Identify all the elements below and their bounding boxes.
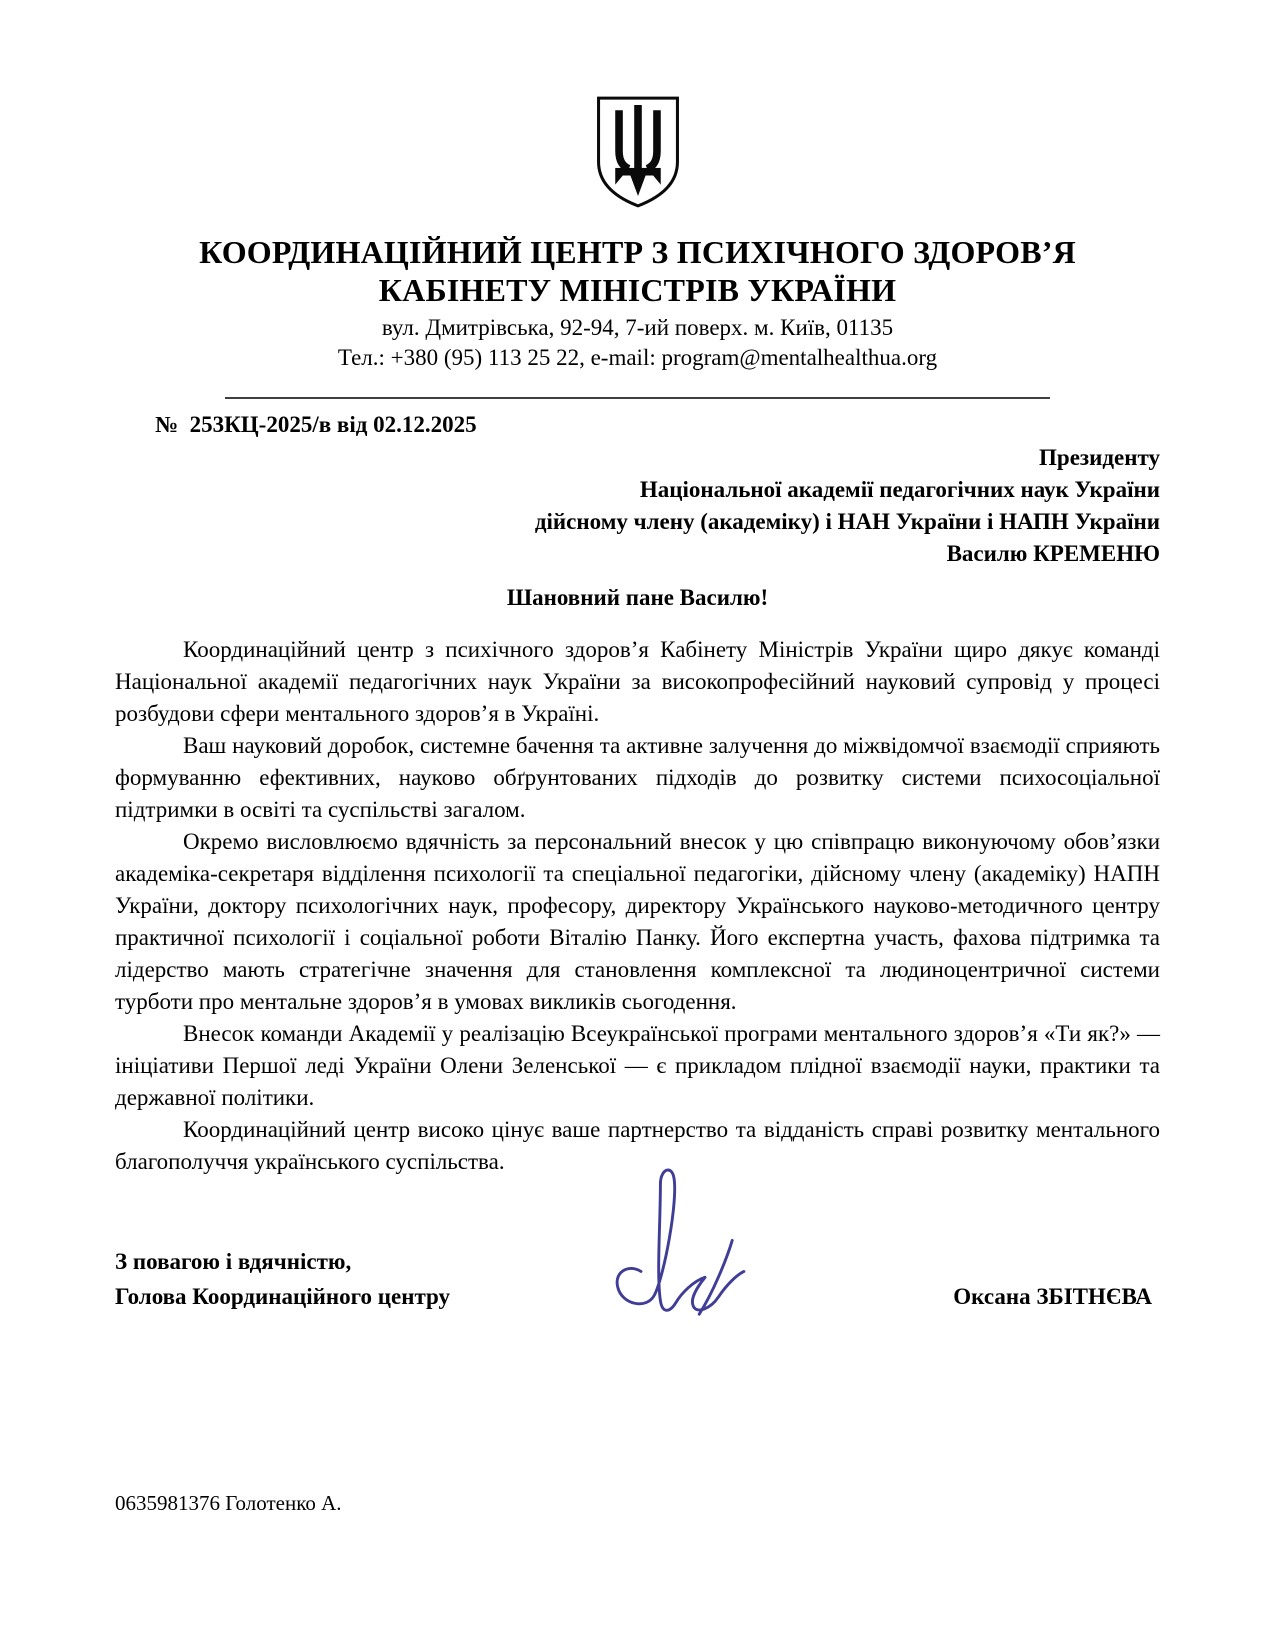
header-divider — [225, 397, 1050, 399]
closing-line1: З повагою і вдячністю, — [115, 1249, 352, 1274]
body-paragraph-4: Внесок команди Академії у реалізацію Всеукраїнської програми ментального здоров’я «Ти як?» — ініціативи Першої леді України Олени Зеленської — є прикладом плідної взаємодії науки, практики та державної політики. — [115, 1021, 1160, 1110]
body-paragraph-1: Координаційний центр з психічного здоров’я Кабінету Міністрів України щиро дякує команді Національної академії педагогічних наук України за високопрофесійний науковий супровід у процесі розбудови сфери ментального здоров’я в Україні. — [115, 637, 1160, 726]
org-address: вул. Дмитрівська, 92-94, 7-ий поверх. м. Київ, 01135 — [381, 315, 894, 340]
org-name — [115, 233, 1160, 309]
ukraine-trident-emblem — [115, 95, 1160, 221]
addressee-block — [115, 442, 1160, 570]
trident-emblem-svg — [594, 95, 682, 209]
body-paragraph-5: Координаційний центр високо цінує ваше партнерство та відданість справі розвитку ментального благополуччя українського суспільства. — [115, 1117, 1160, 1174]
addressee-line-rank: дійсному члену (академіку) і НАН України і НАПН України — [534, 509, 1160, 534]
reference-number: № 253КЦ-2025/в від 02.12.2025 — [155, 412, 477, 437]
letter-body — [115, 634, 1160, 1178]
org-contacts: Тел.: +380 (95) 113 25 22, e-mail: program@mentalhealthua.org — [337, 345, 938, 370]
signer-name: Оксана ЗБІТНЄВА — [953, 1284, 1152, 1309]
salutation: Шановний пане Василю! — [506, 585, 769, 610]
closing-line2: Голова Координаційного центру — [115, 1284, 451, 1309]
org-name-line1: КООРДИНАЦІЙНИЙ ЦЕНТР З ПСИХІЧНОГО ЗДОРОВ’Я — [199, 234, 1076, 270]
addressee-line-title: Президенту — [1039, 445, 1160, 470]
executor-note: 0635981376 Голотенко А. — [115, 1491, 342, 1515]
org-name-line2: КАБІНЕТУ МІНІСТРІВ УКРАЇНИ — [378, 272, 897, 308]
closing-lines — [115, 1244, 450, 1314]
addressee-line-name: Василю КРЕМЕНЮ — [946, 541, 1160, 566]
handwritten-signature — [608, 1156, 773, 1352]
addressee-line-org: Національної академії педагогічних наук України — [639, 477, 1160, 502]
body-paragraph-3: Окремо висловлюємо вдячність за персональний внесок у цю співпрацю виконуючому обов’язки академіка-секретаря відділення психології та спеціальної педагогіки, дійсному члену (академіку) НАПН України, доктору психологічних наук, професору, директору Українського науково-методичного центру практичної психології і соціальної роботи Віталію Панку. Його експертна участь, фахова підтримка та лідерство мають стратегічне значення для становлення комплексної та людиноцентричної системи турботи про ментальне здоров’я в умовах викликів сьогодення. — [115, 829, 1160, 1014]
body-paragraph-2: Ваш науковий доробок, системне бачення та активне залучення до міжвідомчої взаємодії сприяють формуванню ефективних, науково обґрунтованих підходів до розвитку системи психосоціальної підтримки в освіті та суспільстві загалом. — [115, 733, 1160, 822]
